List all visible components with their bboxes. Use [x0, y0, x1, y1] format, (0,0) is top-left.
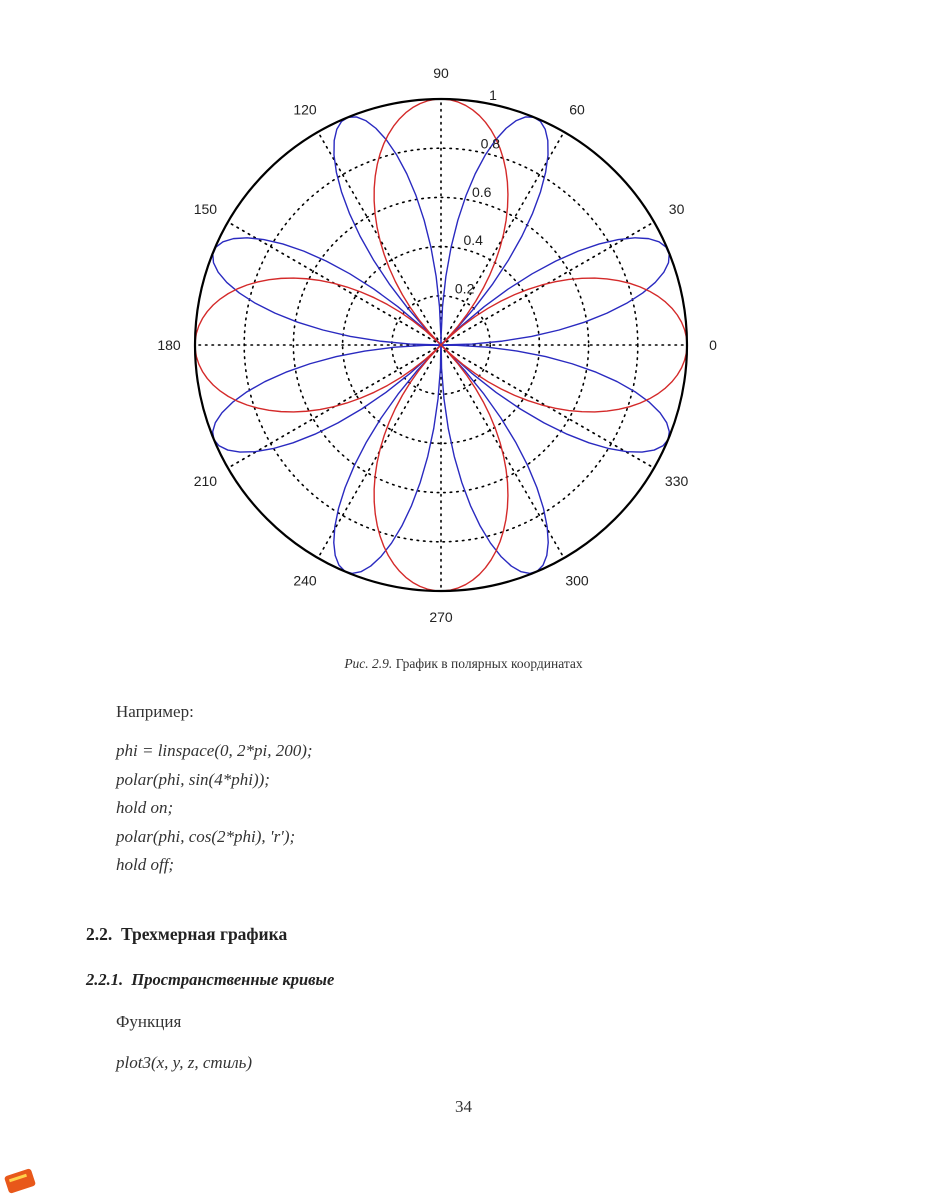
- section-title: 2.2. Трехмерная графика: [86, 924, 288, 944]
- code-line: polar(phi, sin(4*phi));: [116, 769, 270, 789]
- function-signature-text: plot3(x, y, z, стиль): [116, 1053, 253, 1072]
- angle-tick-label: 0: [709, 337, 717, 353]
- polar-series: [195, 99, 687, 591]
- code-line: phi = linspace(0, 2*pi, 200);: [116, 741, 313, 760]
- angle-tick-label: 30: [668, 201, 685, 217]
- radial-tick-label: 0.2: [454, 280, 475, 297]
- code-line: hold on;: [116, 798, 174, 817]
- subsection-title: 2.2.1. Пространственные кривые: [86, 970, 335, 989]
- figure-caption: [0, 656, 927, 672]
- angle-tick-label: 60: [569, 101, 585, 118]
- radial-tick-label: 1: [489, 86, 497, 103]
- code-block: [116, 737, 313, 880]
- example-intro: Например:: [116, 702, 194, 721]
- figure-caption-label: Рис. 2.9.: [344, 656, 393, 671]
- radial-tick-label: 0.8: [480, 135, 501, 152]
- radial-tick-label: 0.4: [463, 232, 483, 249]
- angle-tick-label: 330: [664, 473, 689, 489]
- angle-tick-label: 150: [193, 201, 218, 217]
- figure-caption-text: График в полярных координатах: [392, 656, 583, 671]
- angle-tick-label: 180: [157, 337, 181, 353]
- angle-tick-label: 270: [429, 609, 453, 625]
- code-line: hold off;: [116, 855, 175, 874]
- angle-tick-label: 90: [433, 65, 449, 81]
- radial-tick-label: 0.6: [472, 183, 492, 200]
- angle-tick-label: 210: [193, 473, 218, 489]
- page-number: 34: [455, 1097, 472, 1116]
- code-line: polar(phi, cos(2*phi), 'r');: [116, 826, 296, 846]
- function-signature: [116, 1053, 252, 1073]
- corner-logo: [4, 1166, 40, 1194]
- angle-tick-label: 300: [565, 572, 589, 589]
- function-intro: Функция: [116, 1012, 182, 1031]
- angle-tick-label: 240: [293, 572, 317, 589]
- series-line-cos-2-phi-: [195, 99, 687, 591]
- angle-tick-label: 120: [293, 101, 317, 118]
